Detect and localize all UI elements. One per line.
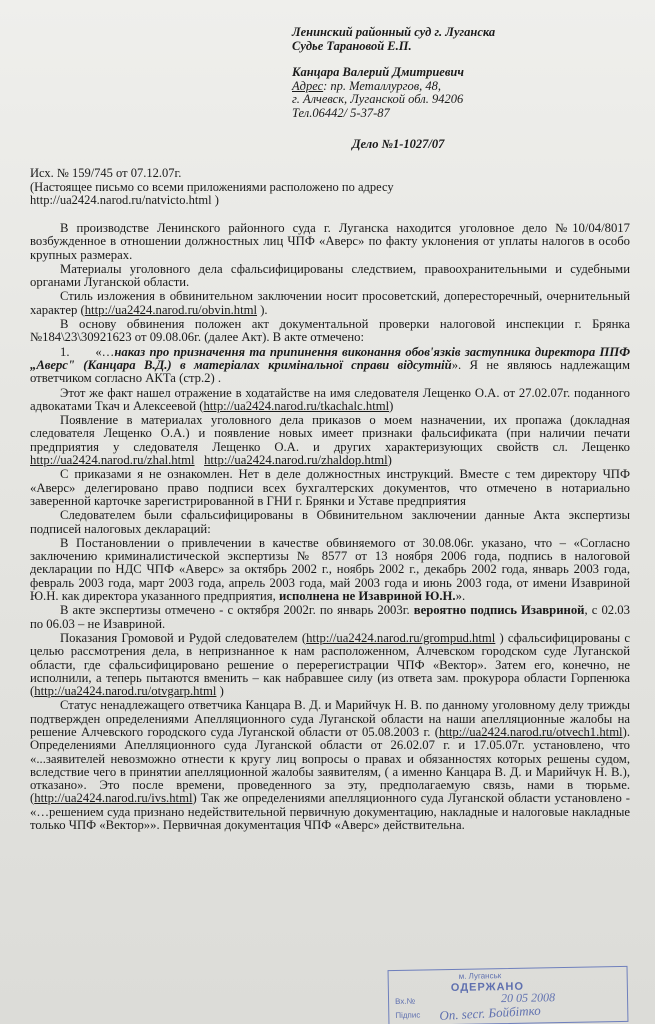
link[interactable]: http://ua2424.narod.ru/zhal.html	[30, 453, 195, 468]
reference-note-2: http://ua2424.narod.ru/natvicto.html )	[30, 193, 219, 207]
stamp-org: м. Луганськ	[458, 971, 502, 981]
outgoing-number: Исх. № 159/745 от 07.12.07г.	[30, 166, 182, 180]
judge-name: Судье Тарановой Е.П.	[292, 38, 412, 53]
link[interactable]: http://ua2424.narod.ru/zhaldop.html	[204, 453, 388, 468]
paragraph: В Постановлении о привлечении в качестве обвиняемого от 30.08.06г. указано, что – «Согласно заключению криминалистической экспертизы № 8577 от 13 ноября 2006 года, подпись в налоговой декларации по НДС ЧПФ «Аверс» за октябрь 2002 г., ноябрь 2002 г., декабрь 2002 года, январь 2003 года, февраль 2003 года, март 2003 года, апрель 2003 года, май 2003 года и июнь 2003 года, от имени Изавриной Ю.Н. как директора указанного предприятия, исполнена не Изавриной Ю.Н.».	[30, 535, 630, 604]
paragraph: В акте экспертизы отмечено - с октября 2002г. по январь 2003г. вероятно подпись Изавриной, с 02.03 по 06.03 – не Изавриной.	[30, 603, 630, 631]
case-number: Дело №1-1027/07	[352, 137, 445, 151]
link[interactable]: http://ua2424.narod.ru/obvin.html	[84, 302, 258, 317]
addressee-block	[292, 26, 642, 120]
paragraph: В основу обвинения положен акт документальной проверки налоговой инспекции г. Брянка №184\23\30921623 от 09.08.06г. (далее Акт). В акте отмечено:	[30, 317, 630, 345]
stamp-status: ОДЕРЖАНО	[450, 980, 525, 994]
stamp-date: 20 05 2008	[500, 990, 556, 1006]
paragraph: Этот же факт нашел отражение в ходатайстве на имя следователя Лещенко О.А. от 27.02.07г. поданного адвокатами Ткач и Алексеевой (http://ua2424.narod.ru/tkachalc.html)	[30, 385, 630, 413]
paragraph: Материалы уголовного дела сфальсифицированы следствием, правоохранительными и судебными органами Луганской области.	[30, 261, 630, 290]
paragraph: 1. «…наказ про призначення та припинення виконання обов'язків заступника директора ППФ „Аверс" (Канцара В.Д.) в матеріалах кримінальної справи відсутній». Я не являюсь надлежащим ответчиком согласно АКТа (стр.2) .	[30, 344, 630, 386]
reference-block	[30, 167, 630, 208]
reference-note-1: (Настоящее письмо со всеми приложениями расположено по адресу	[30, 179, 394, 194]
sender-address: Адрес: пр. Металлургов, 48,	[292, 78, 442, 93]
paragraph: Статус ненадлежащего ответчика Канцара В. Д. и Марийчук Н. В. по данному уголовному делу трижды подтвержден определениями Апелляционного суда Луганской области на наши апелляционные жалобы на решение Алчевского городского суда Луганской области от 05.08.2003 г. (http://ua2424.narod.ru/otvech1.html). Определениями Апелляционного суда Луганской области от 26.02.07 г. и 17.05.07г. установлено, что «...заявителей невозможно отнести к кругу лиц вопросы о правах и обязанностях которых решены судом, вследствие чего в принятии апелляционной жалобы заявителям, ( а именно Канцара В. Д. и Марийчук Н. В.), отказано». Это после времени, проведенного за эту, предполагаемую связь, нами в тюрьме. (http://ua2424.narod.ru/ivs.html) Так же определениями апелляционного суда Луганской области установлено - «…решением суда признано недействительной первичную документацию, накладные и налоговые накладные только ЧПФ «Вектор»». Первичная документация ЧПФ «Аверс» действительна.	[30, 698, 630, 833]
received-stamp	[388, 966, 629, 1024]
paragraph: Появление в материалах уголовного дела приказов о моем назначении, их пропажа (докладная следователя Лещенко О.А.) и появление новых имеет признаки фальсификата (при наличии печати предприятия у следователя Лещенко О.А. и других характеризующих свойств сл. Лещенко http://ua2424.narod.ru/zhal.html http://ua2424.narod.ru/zhaldop.html)	[30, 413, 630, 468]
court-name: Ленинский районный суд г. Луганска	[292, 25, 496, 39]
paragraph: С приказами я не ознакомлен. Нет в деле должностных инструкций. Вместе с тем директору ЧПФ «Аверс» делегировано право подписи всех бухгалтерских документов, что отмечено в нотариально заверенной карточке зарегистрированной в ГНИ г. Брянки и Уставе предприятия	[30, 467, 630, 508]
quoted-bold: наказ про призначення та припинення виконання обов'язків заступника директора ППФ „Аверс" (Канцара В.Д.) в матеріалах кримінальної справи відсутній	[30, 344, 630, 372]
stamp-signature: Оп. secr. Бойбітко	[438, 1002, 542, 1023]
letter-body	[30, 222, 630, 833]
sender-name: Канцара Валерий Дмитриевич	[292, 65, 464, 79]
paragraph: Стиль изложения в обвинительном заключении носит просоветский, допересторечный, очернительный характер (http://ua2424.narod.ru/obvin.html ).	[30, 289, 630, 317]
link[interactable]: http://ua2424.narod.ru/otvech1.html	[439, 724, 623, 739]
sender-phone: Тел.06442/ 5-37-87	[292, 105, 390, 120]
paragraph: Следователем были сфальсифицированы в Обвинительном заключении данные Акта экспертизы подписей налоговых деклараций:	[30, 508, 630, 536]
paragraph: Показания Громовой и Рудой следователем (http://ua2424.narod.ru/grompud.html ) сфальсифицированы с целью рассмотрения дела, в непризнанное к нам расположенном, Алчевском городском суде Луганской области, где сфальсифицировано решение о перерегистрации ЧПФ «Вектор». Затем его, конечно, не исполнили, а теперь пытаются вменить – как набравшее силу (из ответа зам. прокурора области Горпенюка (http://ua2424.narod.ru/otvgarp.html )	[30, 630, 630, 699]
link[interactable]: http://ua2424.narod.ru/otvgarp.html	[34, 684, 217, 699]
paragraph: В производстве Ленинского районного суда г. Луганска находится уголовное дело №10/04/8017 возбужденное в отношении должностных лиц ЧПФ «Аверс» по факту уклонения от уплаты налогов в особо крупных размерах.	[30, 221, 630, 262]
link[interactable]: http://ua2424.narod.ru/ivs.html	[34, 791, 193, 806]
sender-city: г. Алчевск, Луганской обл. 94206	[292, 92, 464, 106]
stamp-in-label: Вх.№	[394, 996, 416, 1006]
link[interactable]: http://ua2424.narod.ru/grompud.html	[306, 630, 496, 645]
link[interactable]: http://ua2424.narod.ru/tkachalc.html	[203, 398, 390, 413]
stamp-sign-label: Підпис	[395, 1010, 421, 1020]
